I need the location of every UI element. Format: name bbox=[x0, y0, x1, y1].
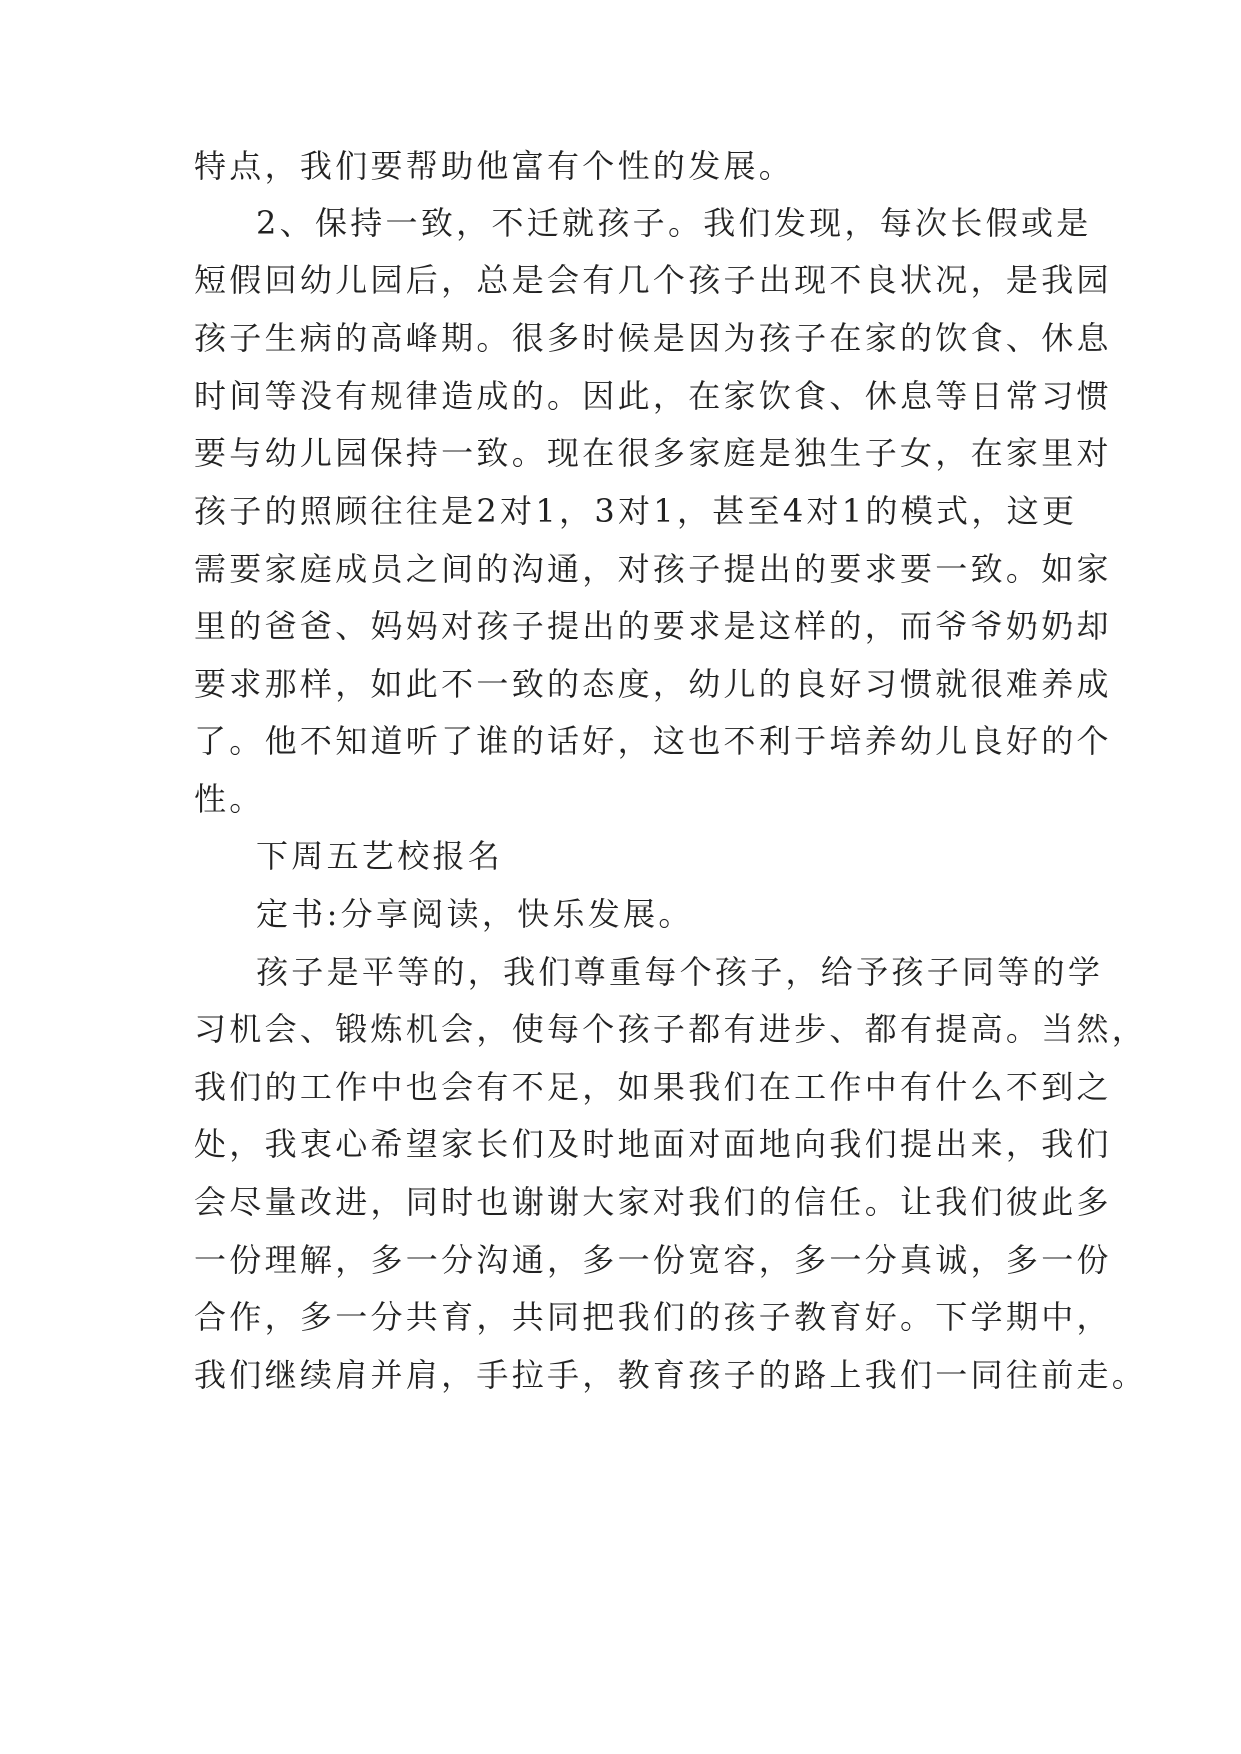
text-line: 要与幼儿园保持一致。现在很多家庭是独生子女，在家里对 bbox=[194, 434, 1112, 472]
text-line: 一份理解，多一分沟通，多一份宽容，多一分真诚，多一份 bbox=[194, 1241, 1112, 1279]
paragraph-start-line: 2、保持一致，不迁就孩子。我们发现，每次长假或是 bbox=[256, 204, 1092, 242]
notice-line: 定书:分享阅读，快乐发展。 bbox=[256, 895, 694, 933]
text-line: 需要家庭成员之间的沟通，对孩子提出的要求要一致。如家 bbox=[194, 550, 1112, 588]
text-line: 要求那样，如此不一致的态度，幼儿的良好习惯就很难养成 bbox=[194, 665, 1112, 703]
text-line: 孩子的照顾往往是2对1，3对1，甚至4对1的模式，这更 bbox=[194, 492, 1078, 530]
text-line: 我们的工作中也会有不足，如果我们在工作中有什么不到之 bbox=[194, 1068, 1112, 1106]
text-line: 孩子生病的高峰期。很多时候是因为孩子在家的饮食、休息 bbox=[194, 319, 1112, 357]
text-line: 短假回幼儿园后，总是会有几个孩子出现不良状况，是我园 bbox=[194, 261, 1112, 299]
paragraph-start-line: 孩子是平等的，我们尊重每个孩子，给予孩子同等的学 bbox=[256, 953, 1104, 991]
text-line: 习机会、锻炼机会，使每个孩子都有进步、都有提高。当然， bbox=[194, 1010, 1148, 1048]
text-line: 了。他不知道听了谁的话好，这也不利于培养幼儿良好的个 bbox=[194, 722, 1112, 760]
notice-line: 下周五艺校报名 bbox=[256, 837, 504, 875]
text-line: 合作，多一分共育，共同把我们的孩子教育好。下学期中， bbox=[194, 1298, 1112, 1336]
text-line: 处，我衷心希望家长们及时地面对面地向我们提出来，我们 bbox=[194, 1125, 1112, 1163]
text-line: 我们继续肩并肩，手拉手，教育孩子的路上我们一同往前走。 bbox=[194, 1356, 1148, 1394]
text-line: 时间等没有规律造成的。因此，在家饮食、休息等日常习惯 bbox=[194, 377, 1112, 415]
text-line: 会尽量改进，同时也谢谢大家对我们的信任。让我们彼此多 bbox=[194, 1183, 1112, 1221]
text-line: 特点，我们要帮助他富有个性的发展。 bbox=[194, 147, 795, 185]
text-line: 里的爸爸、妈妈对孩子提出的要求是这样的，而爷爷奶奶却 bbox=[194, 607, 1112, 645]
text-line: 性。 bbox=[194, 780, 265, 818]
